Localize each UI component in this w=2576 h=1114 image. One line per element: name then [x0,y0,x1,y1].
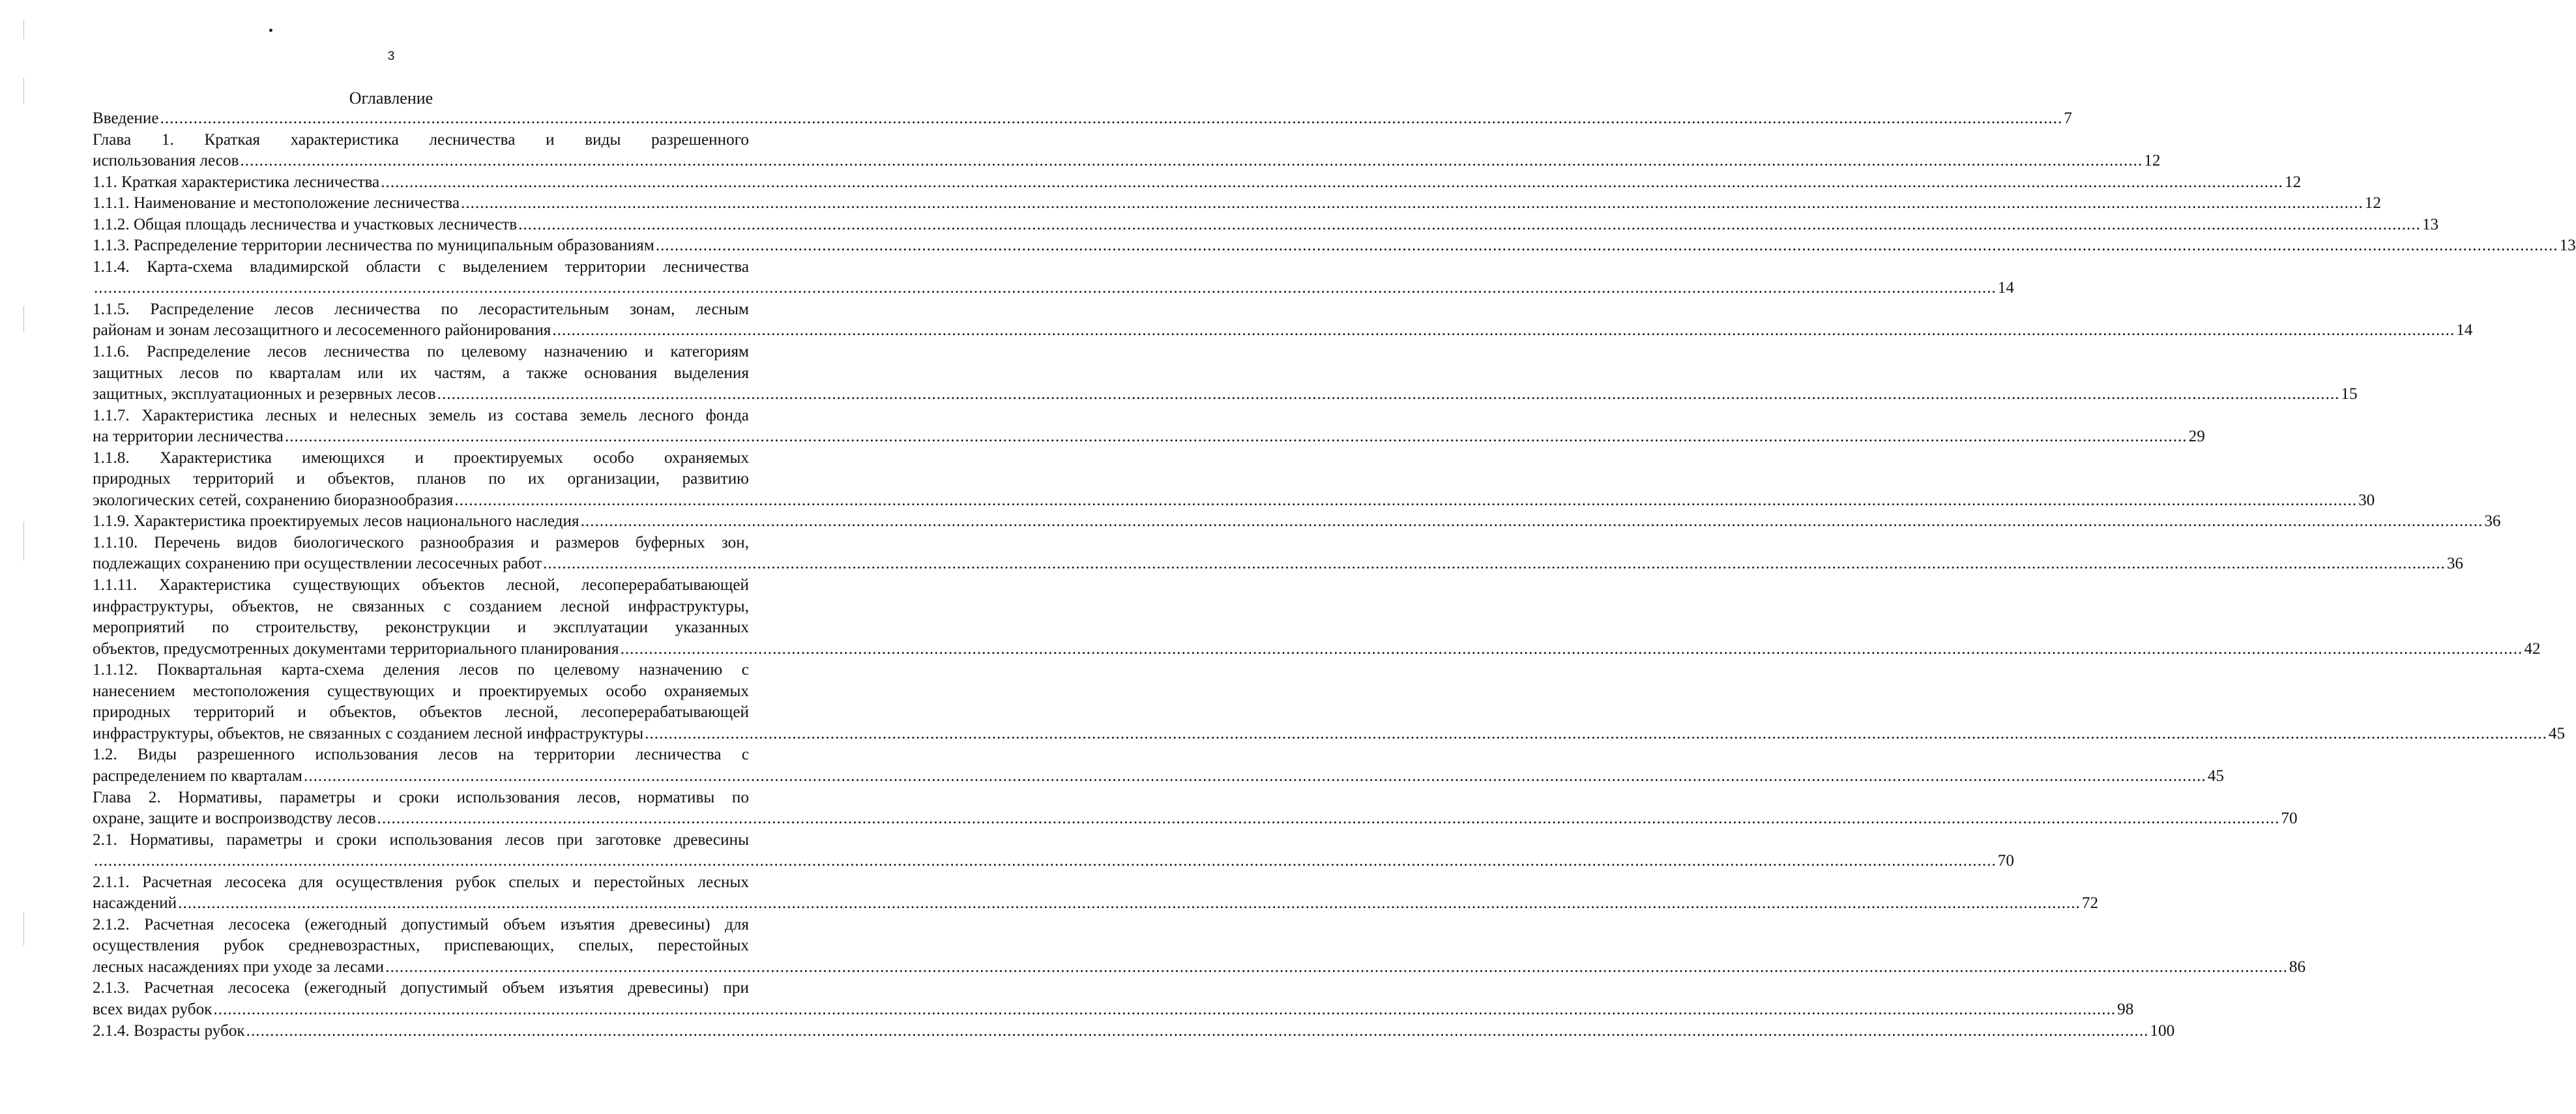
toc-entry [93,915,2306,978]
toc-entry [93,575,2541,660]
toc-entry-last-line [93,851,2014,872]
toc-entry-last-line [93,511,2501,533]
toc-entry [93,533,2464,575]
dot-leader: ................................................................................................................................................................................................................................................................................................................................................................................................................ [94,852,1997,870]
toc-entry [93,787,2298,830]
toc-page-number: 70 [1997,852,2014,870]
toc-entry [93,830,2014,872]
toc-entry-line: Глава 2. Нормативы, параметры и сроки использования лесов, нормативы по [93,788,749,806]
toc-page-number: 36 [2446,555,2464,573]
toc-entry-line: 1.1.7. Характеристика лесных и нелесных земель из состава земель лесного фонда [93,406,749,424]
dot-leader: ................................................................................................................................................................................................................................................................................................................................................................................................................ [94,279,1997,297]
dot-leader: ................................................................................................................................................................................................................................................................................................................................................................................................................ [580,512,2483,531]
scan-edge-mark [23,521,24,561]
toc-entry-last-line [93,957,2306,978]
dot-leader: ................................................................................................................................................................................................................................................................................................................................................................................................................ [543,555,2446,573]
scan-edge-mark [23,20,24,39]
toc-entry-last-line [93,320,2473,342]
toc-entry [93,214,2439,236]
toc-entry-line: защитных лесов по кварталам или их частям, а также основания выделения [93,364,749,382]
toc-entry [93,660,2566,744]
toc-entry-text: инфраструктуры, объектов, не связанных с созданием лесной инфраструктуры [93,724,644,742]
toc-page-number: 36 [2484,512,2501,531]
toc-page-number: 7 [2064,110,2072,127]
toc-entry-text: охране, защите и воспроизводству лесов [93,810,376,828]
toc-title: Оглавление [349,89,433,108]
toc-entry-text: использования лесов [93,152,239,170]
toc-entry-text: 1.1. Краткая характеристика лесничества [93,173,380,191]
toc-page-number: 100 [2150,1021,2175,1040]
toc-page-number: 70 [2281,810,2298,828]
toc-page-number: 13 [2422,215,2439,233]
toc-entry-last-line [93,193,2381,214]
toc-page-number: 45 [2548,724,2566,742]
toc-page-number: 30 [2358,491,2375,509]
toc-entry-text: на территории лесничества [93,428,284,446]
table-of-contents [93,108,2576,1042]
dot-leader: ................................................................................................................................................................................................................................................................................................................................................................................................................ [454,491,2358,509]
toc-page-number: 72 [2081,894,2099,913]
scan-edge-mark [23,306,24,332]
toc-entry-last-line [93,999,2134,1021]
toc-entry [93,342,2358,405]
toc-page-number: 12 [2364,194,2381,213]
toc-entry-line: 1.1.8. Характеристика имеющихся и проектируемых особо охраняемых [93,448,749,467]
toc-entry-last-line [93,639,2541,660]
toc-entry-line: 1.1.10. Перечень видов биологического разнообразия и размеров буферных зон, [93,533,749,551]
toc-entry [93,193,2381,214]
toc-entry-line: осуществления рубок средневозрастных, приспевающих, спелых, перестойных [93,937,749,955]
toc-entry-text: 2.1.4. Возрасты рубок [93,1021,245,1040]
toc-entry-last-line [93,808,2298,830]
toc-entry [93,130,2161,172]
toc-entry [93,405,2205,448]
toc-page-number: 29 [2188,428,2205,446]
toc-entry-last-line [93,235,2576,257]
toc-entry-line: инфраструктуры, объектов, не связанных с созданием лесной инфраструктуры, [93,597,749,615]
page-number: 3 [387,50,395,63]
toc-entry-last-line [93,384,2358,405]
toc-entry-text: экологических сетей, сохранению биоразнообразия [93,491,454,509]
dot-leader: ................................................................................................................................................................................................................................................................................................................................................................................................................ [437,385,2340,403]
toc-entry-line: 1.1.4. Карта-схема владимирской области с выделением территории лесничества [93,257,749,276]
toc-entry [93,978,2134,1020]
toc-entry-line: мероприятий по строительству, реконструкции и эксплуатации указанных [93,619,749,637]
dot-leader: ................................................................................................................................................................................................................................................................................................................................................................................................................ [655,237,2558,255]
toc-entry-last-line [93,214,2439,236]
toc-entry-last-line [93,108,2072,130]
toc-entry-text: распределением по кварталам [93,767,303,785]
toc-entry-text: насаждений [93,894,177,913]
toc-entry-text: объектов, предусмотренных документами территориального планирования [93,639,619,658]
scan-speck [269,29,272,32]
toc-entry [93,235,2576,257]
toc-page-number: 14 [2456,321,2473,340]
dot-leader: ................................................................................................................................................................................................................................................................................................................................................................................................................ [178,894,2081,913]
toc-entry-line: 1.1.6. Распределение лесов лесничества по целевому назначению и категориям [93,343,749,361]
toc-entry-last-line [93,151,2161,172]
toc-entry-last-line [93,724,2566,745]
toc-entry-text: лесных насаждениях при уходе за лесами [93,958,385,976]
toc-entry-text: защитных, эксплуатационных и резервных лесов [93,385,436,403]
toc-entry [93,744,2224,787]
dot-leader: ................................................................................................................................................................................................................................................................................................................................................................................................................ [385,958,2288,976]
toc-page-number: 15 [2341,385,2358,403]
toc-entry-line: 1.1.5. Распределение лесов лесничества по лесорастительным зонам, лесным [93,300,749,318]
dot-leader: ................................................................................................................................................................................................................................................................................................................................................................................................................ [377,810,2280,828]
toc-entry-line: 2.1. Нормативы, параметры и сроки использования лесов при заготовке древесины [93,830,749,849]
dot-leader: ................................................................................................................................................................................................................................................................................................................................................................................................................ [552,321,2455,340]
toc-entry-last-line [93,893,2099,915]
toc-entry-line: 2.1.3. Расчетная лесосека (ежегодный допустимый объем изъятия древесины) при [93,979,749,997]
toc-entry [93,172,2302,194]
dot-leader: ................................................................................................................................................................................................................................................................................................................................................................................................................ [381,173,2283,191]
toc-entry-text: районам и зонам лесозащитного и лесосеменного районирования [93,321,551,340]
toc-entry-text: подлежащих сохранению при осуществлении лесосечных работ [93,555,542,573]
dot-leader: ................................................................................................................................................................................................................................................................................................................................................................................................................ [645,724,2547,742]
toc-entry [93,299,2473,342]
dot-leader: ................................................................................................................................................................................................................................................................................................................................................................................................................ [620,639,2523,658]
toc-entry-last-line [93,490,2375,512]
toc-page-number: 13 [2559,237,2576,255]
toc-entry-text: всех видах рубок [93,1000,212,1018]
toc-entry [93,257,2014,299]
dot-leader: ................................................................................................................................................................................................................................................................................................................................................................................................................ [461,194,2364,213]
toc-entry-text: Введение [93,110,159,127]
dot-leader: ................................................................................................................................................................................................................................................................................................................................................................................................................ [304,767,2206,785]
toc-entry-text: 1.1.1. Наименование и местоположение лесничества [93,194,460,213]
dot-leader: ................................................................................................................................................................................................................................................................................................................................................................................................................ [240,152,2143,170]
toc-page-number: 12 [2144,152,2161,170]
toc-entry-line: природных территорий и объектов, объектов лесной, лесоперерабатывающей [93,703,749,722]
toc-entry-line: природных территорий и объектов, планов по их организации, развитию [93,470,749,488]
toc-entry-last-line [93,278,2014,299]
toc-entry [93,1021,2175,1042]
dot-leader: ................................................................................................................................................................................................................................................................................................................................................................................................................ [518,215,2421,233]
toc-entry-text: 1.1.2. Общая площадь лесничества и участковых лесничеств [93,215,518,233]
dot-leader: ................................................................................................................................................................................................................................................................................................................................................................................................................ [284,428,2188,446]
toc-entry [93,872,2099,915]
scan-edge-mark [23,913,24,945]
toc-page-number: 14 [1997,279,2014,297]
toc-page-number: 86 [2289,958,2306,976]
dot-leader: ................................................................................................................................................................................................................................................................................................................................................................................................................ [213,1000,2116,1018]
toc-entry-line: Глава 1. Краткая характеристика лесничества и виды разрешенного [93,130,749,149]
toc-entry-last-line [93,172,2302,194]
toc-entry-line: нанесением местоположения существующих и проектируемых особо охраняемых [93,682,749,700]
toc-page-number: 45 [2207,767,2224,785]
toc-entry-last-line [93,426,2205,448]
toc-page-number: 42 [2524,639,2541,658]
toc-entry [93,108,2072,130]
toc-entry [93,511,2501,533]
toc-entry-last-line [93,1021,2175,1042]
toc-entry-text: 1.1.3. Распределение территории лесничества по муниципальным образованиям [93,237,654,255]
toc-entry-last-line [93,766,2224,787]
toc-entry-line: 1.2. Виды разрешенного использования лесов на территории лесничества с [93,746,749,764]
toc-entry-last-line [93,553,2464,575]
toc-entry-line: 1.1.12. Поквартальная карта-схема деления лесов по целевому назначению с [93,661,749,679]
dot-leader: ................................................................................................................................................................................................................................................................................................................................................................................................................ [246,1021,2149,1040]
dot-leader: ................................................................................................................................................................................................................................................................................................................................................................................................................ [160,110,2063,127]
toc-entry-line: 2.1.1. Расчетная лесосека для осуществления рубок спелых и перестойных лесных [93,873,749,891]
toc-entry-line: 1.1.11. Характеристика существующих объектов лесной, лесоперерабатывающей [93,576,749,594]
toc-entry-line: 2.1.2. Расчетная лесосека (ежегодный допустимый объем изъятия древесины) для [93,915,749,933]
toc-page-number: 12 [2284,173,2302,191]
toc-page-number: 98 [2117,1000,2134,1018]
toc-entry-text: 1.1.9. Характеристика проектируемых лесов национального наследия [93,512,579,531]
toc-entry [93,448,2375,512]
